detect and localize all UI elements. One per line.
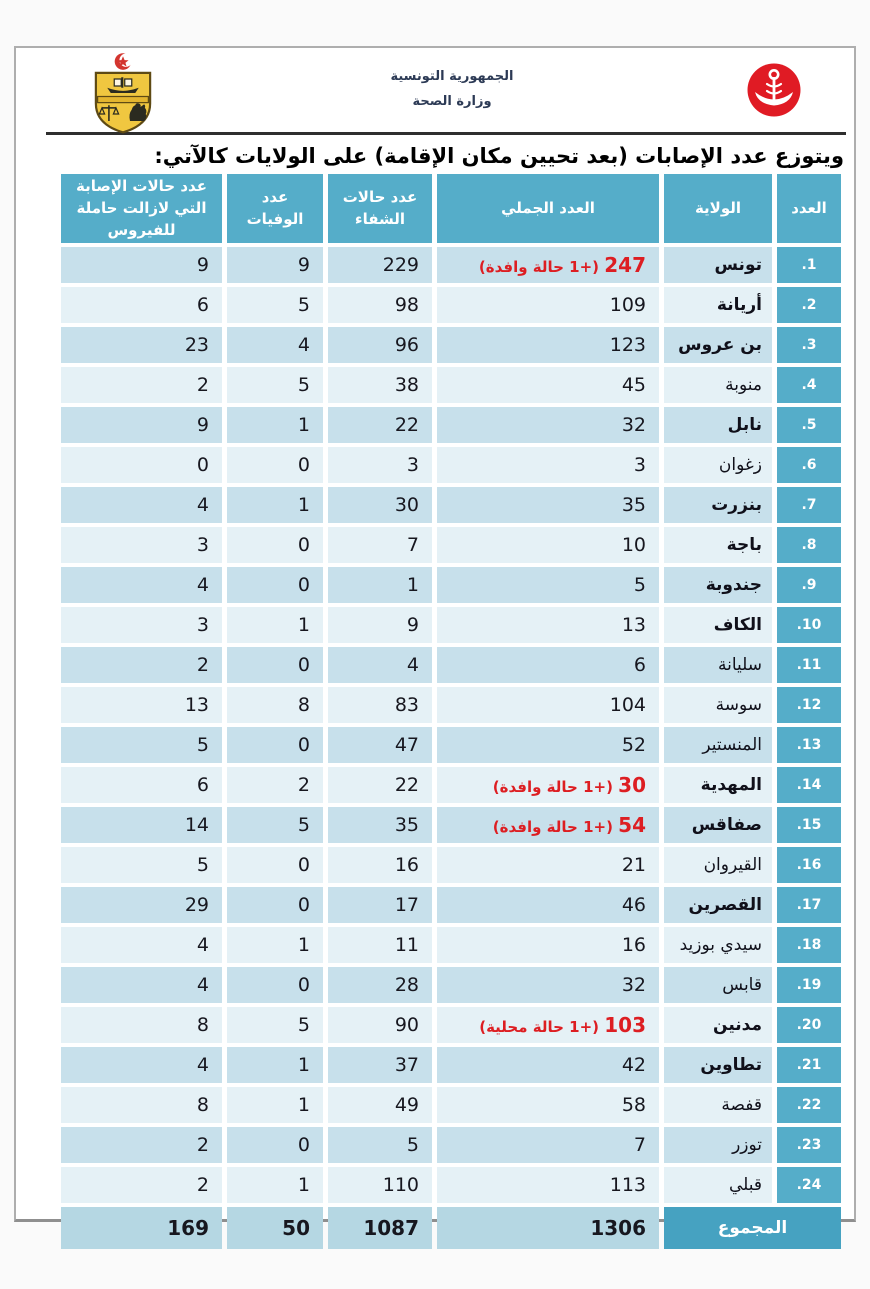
deaths-cell: 1 bbox=[227, 1167, 323, 1203]
total-cases-cell: 10 bbox=[437, 527, 659, 563]
recovered-cell: 37 bbox=[328, 1047, 432, 1083]
governorate-name: قابس bbox=[664, 967, 772, 1003]
rank-cell: .16 bbox=[777, 847, 841, 883]
governorate-name: بنزرت bbox=[664, 487, 772, 523]
column-header-rank: العدد bbox=[777, 174, 841, 243]
total-cases-cell bbox=[437, 247, 659, 283]
total-cases-red-number: 54 bbox=[618, 813, 646, 838]
title-text-after: على الولايات كالآتي: bbox=[154, 144, 375, 168]
active-cell: 0 bbox=[61, 447, 222, 483]
governorate-name: أريانة bbox=[664, 287, 772, 323]
deaths-cell: 1 bbox=[227, 1087, 323, 1123]
recovered-cell: 47 bbox=[328, 727, 432, 763]
deaths-cell: 5 bbox=[227, 367, 323, 403]
rank-cell: .17 bbox=[777, 887, 841, 923]
recovered-cell: 98 bbox=[328, 287, 432, 323]
deaths-cell: 8 bbox=[227, 687, 323, 723]
deaths-cell: 4 bbox=[227, 327, 323, 363]
ministry-title: وزارة الصحة bbox=[412, 94, 492, 109]
active-cell: 5 bbox=[61, 727, 222, 763]
active-cell: 8 bbox=[61, 1087, 222, 1123]
rank-cell: .4 bbox=[777, 367, 841, 403]
total-cases-cell: 13 bbox=[437, 607, 659, 643]
governorate-name: قفصة bbox=[664, 1087, 772, 1123]
governorate-name: الكاف bbox=[664, 607, 772, 643]
total-cases-red-number: 103 bbox=[604, 1013, 646, 1038]
table-row bbox=[61, 567, 841, 603]
table-row bbox=[61, 1007, 841, 1043]
table-row bbox=[61, 407, 841, 443]
governorate-name: صفاقس bbox=[664, 807, 772, 843]
document-page bbox=[14, 46, 856, 1241]
deaths-cell: 1 bbox=[227, 1047, 323, 1083]
governorate-name: نابل bbox=[664, 407, 772, 443]
active-cell: 5 bbox=[61, 847, 222, 883]
governorate-name: تونس bbox=[664, 247, 772, 283]
page-title bbox=[56, 144, 844, 168]
recovered-cell: 7 bbox=[328, 527, 432, 563]
column-header-active: عدد حالات الإصابة التي لازالت حاملة للفيروس bbox=[61, 174, 222, 243]
total-cases-cell: 113 bbox=[437, 1167, 659, 1203]
recovered-cell: 90 bbox=[328, 1007, 432, 1043]
table-row bbox=[61, 1047, 841, 1083]
active-cell: 9 bbox=[61, 407, 222, 443]
governorate-name: المنستير bbox=[664, 727, 772, 763]
total-cases-cell: 123 bbox=[437, 327, 659, 363]
recovered-cell: 9 bbox=[328, 607, 432, 643]
table-row bbox=[61, 1167, 841, 1203]
total-cases-sum: 1306 bbox=[437, 1207, 659, 1249]
recovered-cell: 11 bbox=[328, 927, 432, 963]
total-cases-cell: 21 bbox=[437, 847, 659, 883]
active-cell: 4 bbox=[61, 1047, 222, 1083]
deaths-cell: 0 bbox=[227, 967, 323, 1003]
title-text-paren: (بعد تحيين مكان الإقامة) bbox=[374, 144, 628, 168]
deaths-cell: 5 bbox=[227, 287, 323, 323]
table-header bbox=[61, 174, 841, 243]
total-cases-cell bbox=[437, 767, 659, 803]
active-cell: 4 bbox=[61, 927, 222, 963]
recovered-cell: 22 bbox=[328, 407, 432, 443]
active-cell: 6 bbox=[61, 287, 222, 323]
rank-cell: .13 bbox=[777, 727, 841, 763]
rank-cell: .5 bbox=[777, 407, 841, 443]
deaths-cell: 0 bbox=[227, 727, 323, 763]
active-cell: 9 bbox=[61, 247, 222, 283]
governorate-name: بن عروس bbox=[664, 327, 772, 363]
letterhead bbox=[16, 48, 854, 130]
total-cases-cell: 52 bbox=[437, 727, 659, 763]
governorate-name: تطاوين bbox=[664, 1047, 772, 1083]
header-divider bbox=[46, 132, 846, 135]
deaths-cell: 0 bbox=[227, 1127, 323, 1163]
imported-case-note: (+1 حالة وافدة) bbox=[478, 258, 605, 277]
governorate-name: زغوان bbox=[664, 447, 772, 483]
rank-cell: .12 bbox=[777, 687, 841, 723]
title-text-before: ويتوزع عدد الإصابات bbox=[627, 144, 844, 168]
imported-case-note: (+1 حالة وافدة) bbox=[492, 778, 619, 797]
deaths-cell: 1 bbox=[227, 407, 323, 443]
total-label-cell: المجموع bbox=[664, 1207, 841, 1249]
recovered-cell: 4 bbox=[328, 647, 432, 683]
total-cases-cell: 46 bbox=[437, 887, 659, 923]
deaths-cell: 1 bbox=[227, 607, 323, 643]
table-row bbox=[61, 367, 841, 403]
active-cell: 2 bbox=[61, 367, 222, 403]
table-row bbox=[61, 527, 841, 563]
recovered-cell: 110 bbox=[328, 1167, 432, 1203]
active-cell: 6 bbox=[61, 767, 222, 803]
table-row bbox=[61, 887, 841, 923]
active-cell: 4 bbox=[61, 487, 222, 523]
governorate-name: سوسة bbox=[664, 687, 772, 723]
deaths-cell: 1 bbox=[227, 487, 323, 523]
active-cell: 3 bbox=[61, 607, 222, 643]
deaths-cell: 5 bbox=[227, 1007, 323, 1043]
recovered-cell: 96 bbox=[328, 327, 432, 363]
deaths-cell: 0 bbox=[227, 447, 323, 483]
rank-cell: .2 bbox=[777, 287, 841, 323]
active-sum: 169 bbox=[61, 1207, 222, 1249]
total-cases-cell: 45 bbox=[437, 367, 659, 403]
column-header-total: العدد الجملي bbox=[437, 174, 659, 243]
deaths-cell: 9 bbox=[227, 247, 323, 283]
table-row bbox=[61, 687, 841, 723]
recovered-cell: 22 bbox=[328, 767, 432, 803]
total-cases-cell: 35 bbox=[437, 487, 659, 523]
rank-cell: .22 bbox=[777, 1087, 841, 1123]
letterhead-titles bbox=[158, 65, 746, 114]
rank-cell: .9 bbox=[777, 567, 841, 603]
deaths-cell: 0 bbox=[227, 527, 323, 563]
deaths-sum: 50 bbox=[227, 1207, 323, 1249]
recovered-sum: 1087 bbox=[328, 1207, 432, 1249]
recovered-cell: 30 bbox=[328, 487, 432, 523]
deaths-cell: 5 bbox=[227, 807, 323, 843]
governorate-name: سيدي بوزيد bbox=[664, 927, 772, 963]
table-row bbox=[61, 967, 841, 1003]
total-cases-cell: 6 bbox=[437, 647, 659, 683]
governorate-name: قبلي bbox=[664, 1167, 772, 1203]
tunisia-coat-of-arms-icon bbox=[88, 51, 158, 135]
active-cell: 2 bbox=[61, 1127, 222, 1163]
rank-cell: .7 bbox=[777, 487, 841, 523]
governorate-name: منوبة bbox=[664, 367, 772, 403]
table-header-row bbox=[61, 174, 841, 243]
rank-cell: .15 bbox=[777, 807, 841, 843]
table-row bbox=[61, 607, 841, 643]
rank-cell: .19 bbox=[777, 967, 841, 1003]
recovered-cell: 5 bbox=[328, 1127, 432, 1163]
recovered-cell: 49 bbox=[328, 1087, 432, 1123]
total-cases-cell bbox=[437, 807, 659, 843]
rank-cell: .10 bbox=[777, 607, 841, 643]
deaths-cell: 0 bbox=[227, 847, 323, 883]
total-cases-cell: 3 bbox=[437, 447, 659, 483]
table-row bbox=[61, 487, 841, 523]
deaths-cell: 1 bbox=[227, 927, 323, 963]
governorate-name: المهدية bbox=[664, 767, 772, 803]
table-row bbox=[61, 927, 841, 963]
table-row bbox=[61, 647, 841, 683]
table-row bbox=[61, 1087, 841, 1123]
recovered-cell: 3 bbox=[328, 447, 432, 483]
total-cases-red-number: 247 bbox=[604, 253, 646, 278]
active-cell: 13 bbox=[61, 687, 222, 723]
total-cases-cell: 5 bbox=[437, 567, 659, 603]
governorate-name: توزر bbox=[664, 1127, 772, 1163]
total-cases-cell: 32 bbox=[437, 967, 659, 1003]
recovered-cell: 35 bbox=[328, 807, 432, 843]
recovered-cell: 17 bbox=[328, 887, 432, 923]
deaths-cell: 2 bbox=[227, 767, 323, 803]
column-header-recovered: عدد حالات الشفاء bbox=[328, 174, 432, 243]
total-cases-cell: 7 bbox=[437, 1127, 659, 1163]
total-cases-cell: 58 bbox=[437, 1087, 659, 1123]
table-row bbox=[61, 247, 841, 283]
imported-case-note: (+1 حالة محلية) bbox=[479, 1018, 605, 1037]
deaths-cell: 0 bbox=[227, 567, 323, 603]
rank-cell: .20 bbox=[777, 1007, 841, 1043]
governorate-name: سليانة bbox=[664, 647, 772, 683]
table-row bbox=[61, 727, 841, 763]
active-cell: 2 bbox=[61, 647, 222, 683]
recovered-cell: 1 bbox=[328, 567, 432, 603]
total-cases-cell: 109 bbox=[437, 287, 659, 323]
recovered-cell: 16 bbox=[328, 847, 432, 883]
table-row bbox=[61, 327, 841, 363]
total-cases-cell: 32 bbox=[437, 407, 659, 443]
active-cell: 4 bbox=[61, 967, 222, 1003]
imported-case-note: (+1 حالة وافدة) bbox=[492, 818, 619, 837]
active-cell: 8 bbox=[61, 1007, 222, 1043]
health-ministry-logo-icon bbox=[746, 62, 802, 118]
republic-title: الجمهورية التونسية bbox=[390, 69, 514, 85]
rank-cell: .18 bbox=[777, 927, 841, 963]
rank-cell: .23 bbox=[777, 1127, 841, 1163]
table-row bbox=[61, 1127, 841, 1163]
table-row bbox=[61, 287, 841, 323]
active-cell: 14 bbox=[61, 807, 222, 843]
governorate-name: القصرين bbox=[664, 887, 772, 923]
rank-cell: .1 bbox=[777, 247, 841, 283]
table-row bbox=[61, 847, 841, 883]
cases-by-governorate-table bbox=[56, 170, 846, 1253]
total-cases-cell: 42 bbox=[437, 1047, 659, 1083]
active-cell: 29 bbox=[61, 887, 222, 923]
deaths-cell: 0 bbox=[227, 647, 323, 683]
rank-cell: .8 bbox=[777, 527, 841, 563]
rank-cell: .6 bbox=[777, 447, 841, 483]
governorate-name: باجة bbox=[664, 527, 772, 563]
governorate-name: مدنين bbox=[664, 1007, 772, 1043]
table-row bbox=[61, 447, 841, 483]
active-cell: 23 bbox=[61, 327, 222, 363]
active-cell: 2 bbox=[61, 1167, 222, 1203]
recovered-cell: 28 bbox=[328, 967, 432, 1003]
column-header-governorate: الولاية bbox=[664, 174, 772, 243]
table-body bbox=[61, 247, 841, 1203]
rank-cell: .11 bbox=[777, 647, 841, 683]
rank-cell: .24 bbox=[777, 1167, 841, 1203]
deaths-cell: 0 bbox=[227, 887, 323, 923]
recovered-cell: 229 bbox=[328, 247, 432, 283]
governorate-name: جندوبة bbox=[664, 567, 772, 603]
governorate-name: القيروان bbox=[664, 847, 772, 883]
column-header-deaths: عدد الوفيات bbox=[227, 174, 323, 243]
table-row bbox=[61, 807, 841, 843]
total-cases-cell: 104 bbox=[437, 687, 659, 723]
active-cell: 3 bbox=[61, 527, 222, 563]
recovered-cell: 83 bbox=[328, 687, 432, 723]
total-cases-cell: 16 bbox=[437, 927, 659, 963]
rank-cell: .21 bbox=[777, 1047, 841, 1083]
rank-cell: .14 bbox=[777, 767, 841, 803]
recovered-cell: 38 bbox=[328, 367, 432, 403]
table-row bbox=[61, 767, 841, 803]
total-cases-cell bbox=[437, 1007, 659, 1043]
rank-cell: .3 bbox=[777, 327, 841, 363]
total-cases-red-number: 30 bbox=[618, 773, 646, 798]
active-cell: 4 bbox=[61, 567, 222, 603]
